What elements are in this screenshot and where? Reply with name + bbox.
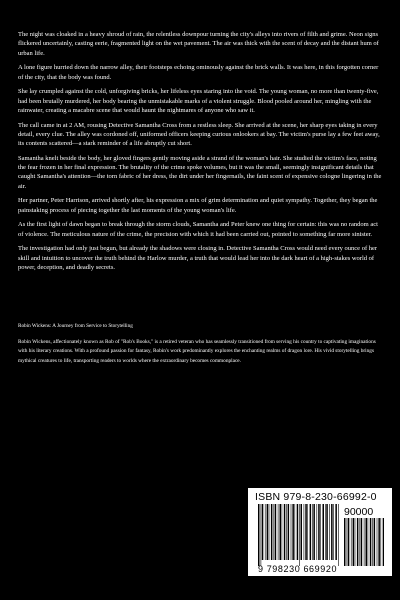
author-bio xyxy=(18,338,382,366)
story-paragraph: A lone figure hurried down the narrow alley, their footsteps echoing ominously against the brick walls. It was here, in this forgotten corner of the city, that the body was found. xyxy=(18,64,379,81)
story-paragraph: The night was cloaked in a heavy shroud of rain, the relentless downpour turning the city's alleys into rivers of filth and grime. Neon signs flickered uncertainly, casting eerie, fragmented light on the wet pavement. The air was thick with the scent of decay and the distant hum of urban life. xyxy=(18,31,379,57)
story-paragraph: As the first light of dawn began to break through the storm clouds, Samantha and Peter knew one thing for certain: this was no random act of violence. The meticulous nature of the crime, the precision with which it had been carried out, pointed to something far more sinister. xyxy=(18,221,378,238)
author-bio-text: Robin Wickens, affectionately known as Rob of "Rob's Books," is a retired veteran who has seamlessly transitioned from serving his country to captivating imaginations with his literary creations. With a profound passion for fantasy, Robin's work predominantly explores the enchanting realms of dragon lore. His vivid storytelling brings mythical creatures to life, transporting readers to worlds where the extraordinary becomes commonplace. xyxy=(18,339,376,364)
story-paragraph: Her partner, Peter Harrison, arrived shortly after, his expression a mix of grim determination and quiet sympathy. Together, they began the painstaking process of piecing together the last moments of the young woman's life. xyxy=(18,197,378,214)
story-paragraph: She lay crumpled against the cold, unforgiving bricks, her lifeless eyes staring into the void. The young woman, no more than twenty-five, had been brutally murdered, her body bearing the unmistakable marks of a violent struggle. Blood pooled around her, mingling with the rainwater, creating a macabre scene that would haunt the nightmares of anyone who saw it. xyxy=(18,88,379,114)
story-paragraph: The investigation had only just begun, but already the shadows were closing in. Detective Samantha Cross would need every ounce of her skill and intuition to uncover the truth behind the Harlow murder, a truth that would lead her into the dark heart of a high-stakes world of power, deception, and deadly secrets. xyxy=(18,245,378,271)
ean-digits: 9 798230 669920 xyxy=(258,564,338,574)
story-excerpt xyxy=(18,30,382,278)
story-paragraph: Samantha knelt beside the body, her gloved fingers gently moving aside a strand of the woman's hair. She studied the victim's face, noting the fear frozen in her final expression. The brutality of the crime spoke volumes, but it was the small, seemingly insignificant details that caught Samantha's attention—the torn fabric of her dress, the dirt under her fingernails, the faint scent of expensive cologne lingering in the air. xyxy=(18,154,382,190)
isbn-barcode xyxy=(248,488,392,576)
price-code: 90000 xyxy=(344,506,374,518)
barcode-bars xyxy=(258,504,340,566)
author-heading: Robin Wickens: A Journey from Service to Storytelling xyxy=(18,323,133,329)
story-paragraph: The call came in at 2 AM, rousing Detective Samantha Cross from a restless sleep. She arrived at the scene, her sharp eyes taking in every detail, every clue. The alley was cordoned off, uniformed officers keeping curious onlookers at bay. The victim's purse lay a few feet away, its contents scattered—a stark reminder of a life abruptly cut short. xyxy=(18,121,380,148)
addon-barcode-bars xyxy=(344,518,384,566)
isbn-number: ISBN 979-8-230-66992-0 xyxy=(255,491,377,503)
